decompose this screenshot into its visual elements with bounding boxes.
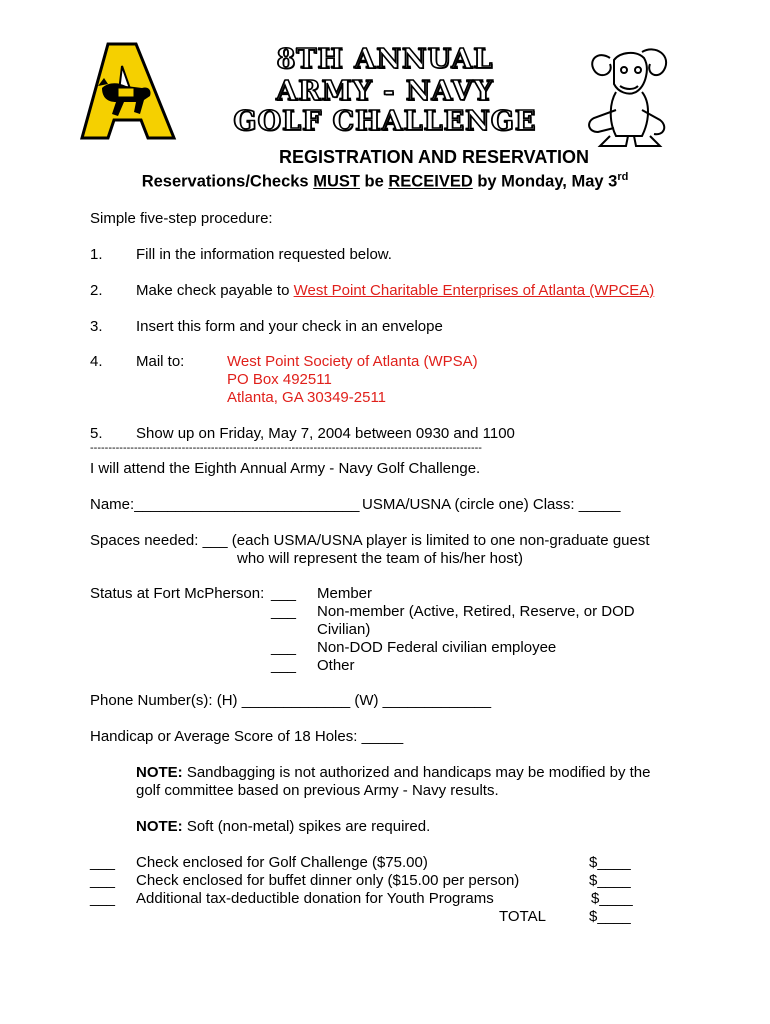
divider-line: ----------------------------------------------------------------------------------------------------------- [90, 442, 482, 454]
payee-name: West Point Charitable Enterprises of Atlanta (WPCEA) [293, 282, 655, 299]
step-5-text: Show up on Friday, May 7, 2004 between 0930 and 1100 [136, 425, 515, 442]
mail-address-line-3: Atlanta, GA 30349-2511 [227, 389, 387, 406]
status-federal-blank[interactable]: ___ [271, 639, 297, 656]
check-golf-amount[interactable]: $____ [589, 854, 631, 871]
handicap-row [90, 728, 403, 745]
total-amount[interactable]: $____ [589, 908, 631, 925]
army-a-logo-icon [78, 42, 178, 142]
deadline-text: Reservations/Checks MUST be RECEIVED by Monday, May 3rd [141, 171, 629, 191]
check-golf-text: Check enclosed for Golf Challenge ($75.00) [136, 854, 428, 871]
status-other-blank[interactable]: ___ [271, 657, 297, 674]
check-golf-blank[interactable]: ___ [90, 854, 116, 871]
name-label: Name: [90, 496, 135, 513]
status-nonmember-blank[interactable]: ___ [271, 603, 297, 620]
status-member-blank[interactable]: ___ [271, 585, 297, 602]
phone-work-field[interactable]: _____________ [382, 692, 492, 709]
phone-home-field[interactable]: _____________ [241, 692, 351, 709]
step-3-number: 3. [90, 318, 103, 335]
handicap-label: Handicap or Average Score of 18 Holes: [90, 728, 362, 745]
class-label: USMA/USNA (circle one) Class: [362, 496, 579, 513]
check-donation-blank[interactable]: ___ [90, 890, 116, 907]
name-field[interactable]: ___________________________ [134, 496, 360, 513]
step-4-text: Mail to: [136, 353, 185, 370]
step-2-text: Make check payable to West Point Charitable Enterprises of Atlanta (WPCEA) [136, 282, 655, 299]
step-5-number: 5. [90, 425, 103, 442]
total-label: TOTAL [499, 908, 546, 925]
mail-address-line-2: PO Box 492511 [227, 371, 332, 388]
handicap-field[interactable]: _____ [361, 728, 404, 745]
status-option-nonmember-cont: Civilian) [317, 621, 371, 638]
navy-ram-icon [580, 40, 676, 150]
registration-heading: REGISTRATION AND RESERVATION [278, 147, 590, 167]
check-donation-amount[interactable]: $____ [591, 890, 633, 907]
status-option-nonmember: Non-member (Active, Retired, Reserve, or DOD [317, 603, 635, 620]
mail-address-line-1: West Point Society of Atlanta (WPSA) [227, 353, 478, 370]
phone-work-label: (W) [350, 692, 383, 709]
check-dinner-amount[interactable]: $____ [589, 872, 631, 889]
phone-row [90, 692, 491, 709]
status-option-federal: Non-DOD Federal civilian employee [317, 639, 557, 656]
name-row [90, 496, 359, 513]
spaces-note: (each USMA/USNA player is limited to one non-graduate guest [227, 532, 650, 549]
class-row [362, 496, 620, 513]
check-donation-text: Additional tax-deductible donation for Youth Programs [136, 890, 494, 907]
note-sandbagging: NOTE: Sandbagging is not authorized and handicaps may be modified by the [136, 764, 651, 781]
title-line-2: ARMY - NAVY [276, 76, 494, 107]
attend-statement: I will attend the Eighth Annual Army - Navy Golf Challenge. [90, 460, 481, 477]
status-label: Status at Fort McPherson: [90, 585, 265, 602]
procedure-intro: Simple five-step procedure: [90, 210, 273, 227]
class-field[interactable]: _____ [578, 496, 621, 513]
status-option-member: Member [317, 585, 373, 602]
step-3-text: Insert this form and your check in an envelope [136, 318, 443, 335]
note-spikes: NOTE: Soft (non-metal) spikes are required. [136, 818, 431, 835]
check-dinner-blank[interactable]: ___ [90, 872, 116, 889]
status-option-other: Other [317, 657, 355, 674]
step-2-number: 2. [90, 282, 103, 299]
step-1-number: 1. [90, 246, 103, 263]
title-line-3: GOLF CHALLENGE [233, 106, 537, 137]
phone-home-label: Phone Number(s): (H) [90, 692, 242, 709]
step-4-number: 4. [90, 353, 103, 370]
spaces-field[interactable]: ___ [202, 532, 228, 549]
spaces-label: Spaces needed: [90, 532, 203, 549]
check-dinner-text: Check enclosed for buffet dinner only ($15.00 per person) [136, 872, 520, 889]
spaces-row [90, 532, 650, 549]
spaces-note-continued: who will represent the team of his/her host) [237, 550, 523, 567]
title-line-1: 8TH ANNUAL [276, 44, 494, 75]
note-sandbagging-continued: golf committee based on previous Army - Navy results. [136, 782, 499, 799]
step-1-text: Fill in the information requested below. [136, 246, 392, 263]
